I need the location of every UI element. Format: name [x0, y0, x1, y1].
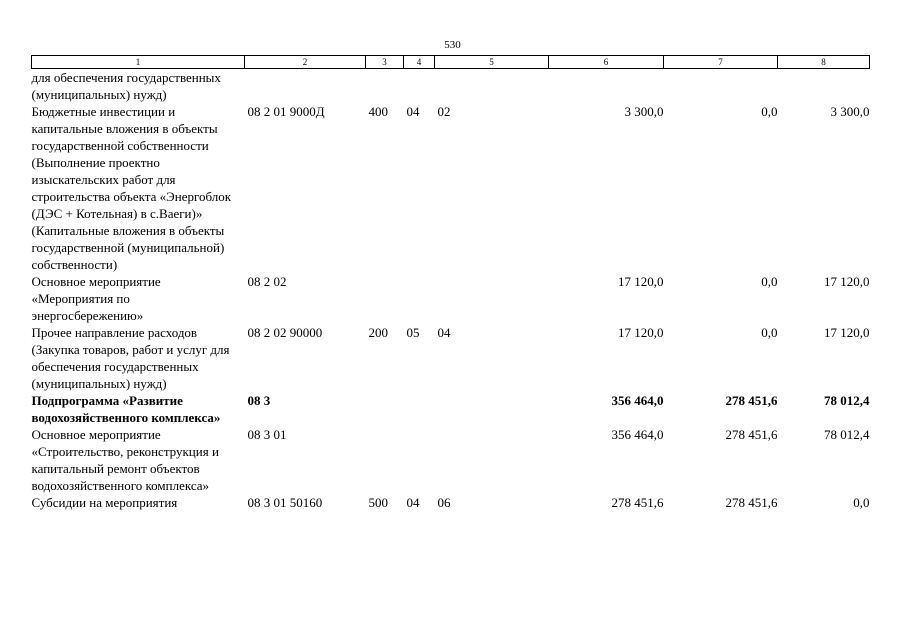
row-amount-local: 17 120,0	[824, 274, 870, 289]
column-header: 2	[245, 56, 366, 69]
table-row	[32, 103, 870, 273]
row-subsection: 06	[437, 495, 451, 510]
row-amount-federal: 0,0	[761, 104, 778, 119]
row-amount-local	[778, 69, 870, 104]
row-amount-federal: 278 451,6	[725, 393, 778, 408]
table-row	[32, 426, 870, 494]
row-subsection	[435, 273, 549, 324]
column-header: 6	[549, 56, 664, 69]
row-amount-federal	[664, 69, 778, 104]
row-expense-type	[366, 69, 404, 104]
row-section	[404, 69, 435, 104]
row-expense-type: 500	[368, 495, 388, 510]
row-amount-total: 356 464,0	[611, 427, 664, 442]
row-expense-type	[366, 426, 404, 494]
row-section: 04	[406, 104, 420, 119]
row-amount-federal: 0,0	[761, 325, 778, 340]
column-header: 1	[32, 56, 245, 69]
row-name: Субсидии на мероприятия	[31, 495, 178, 510]
row-section	[404, 273, 435, 324]
row-amount-total: 3 300,0	[624, 104, 664, 119]
row-section: 04	[406, 495, 420, 510]
row-amount-federal: 0,0	[761, 274, 778, 289]
row-amount-total	[549, 69, 664, 104]
row-amount-local: 0,0	[853, 495, 870, 510]
row-name: Бюджетные инвестиции и капитальные вложения в объекты государственной собственности (Выполнение проектно изыскательских работ для строительства объекта «Энергоблок (ДЭС + Котельная) в с.Ваеги)» (Капитальные вложения в объекты государственной (муниципальной) собственности)	[31, 104, 232, 272]
row-subsection	[435, 426, 549, 494]
row-amount-local: 78 012,4	[824, 393, 870, 408]
table-header	[32, 56, 870, 69]
table-row	[32, 69, 870, 104]
table-row	[32, 273, 870, 324]
row-code	[245, 69, 366, 104]
row-name: Подпрограмма «Развитие водохозяйственного комплекса»	[31, 393, 221, 425]
column-header: 3	[366, 56, 404, 69]
row-expense-type	[366, 392, 404, 426]
table-row	[32, 494, 870, 511]
row-name: Основное мероприятие «Мероприятия по энергосбережению»	[31, 274, 161, 323]
row-subsection: 02	[437, 104, 451, 119]
row-section	[404, 392, 435, 426]
column-header: 4	[404, 56, 435, 69]
row-code: 08 2 01 9000Д	[247, 104, 325, 119]
row-code: 08 3	[247, 393, 271, 408]
row-name: для обеспечения государственных (муниципальных) нужд)	[31, 70, 221, 102]
table-body	[32, 69, 870, 512]
page-number: 530	[444, 39, 461, 51]
row-expense-type: 400	[368, 104, 388, 119]
budget-table	[31, 55, 870, 511]
column-header: 8	[778, 56, 870, 69]
row-code: 08 2 02 90000	[247, 325, 323, 340]
row-code: 08 2 02	[247, 274, 287, 289]
row-subsection: 04	[437, 325, 451, 340]
row-expense-type: 200	[368, 325, 388, 340]
row-subsection	[435, 69, 549, 104]
row-expense-type	[366, 273, 404, 324]
table-row	[32, 324, 870, 392]
row-section: 05	[406, 325, 420, 340]
row-name: Основное мероприятие «Строительство, реконструкция и капитальный ремонт объектов водохозяйственного комплекса»	[31, 427, 219, 493]
row-amount-total: 17 120,0	[618, 274, 664, 289]
row-amount-local: 17 120,0	[824, 325, 870, 340]
row-name: Прочее направление расходов (Закупка товаров, работ и услуг для обеспечения государственных (муниципальных) нужд)	[31, 325, 230, 391]
row-subsection	[435, 392, 549, 426]
column-header: 7	[664, 56, 778, 69]
row-amount-federal: 278 451,6	[725, 427, 778, 442]
row-section	[404, 426, 435, 494]
row-amount-federal: 278 451,6	[725, 495, 778, 510]
row-amount-local: 78 012,4	[824, 427, 870, 442]
table-row	[32, 392, 870, 426]
row-code: 08 3 01	[247, 427, 287, 442]
row-amount-local: 3 300,0	[830, 104, 870, 119]
row-amount-total: 278 451,6	[611, 495, 664, 510]
row-amount-total: 356 464,0	[611, 393, 664, 408]
row-amount-total: 17 120,0	[618, 325, 664, 340]
row-code: 08 3 01 50160	[247, 495, 323, 510]
column-header: 5	[435, 56, 549, 69]
